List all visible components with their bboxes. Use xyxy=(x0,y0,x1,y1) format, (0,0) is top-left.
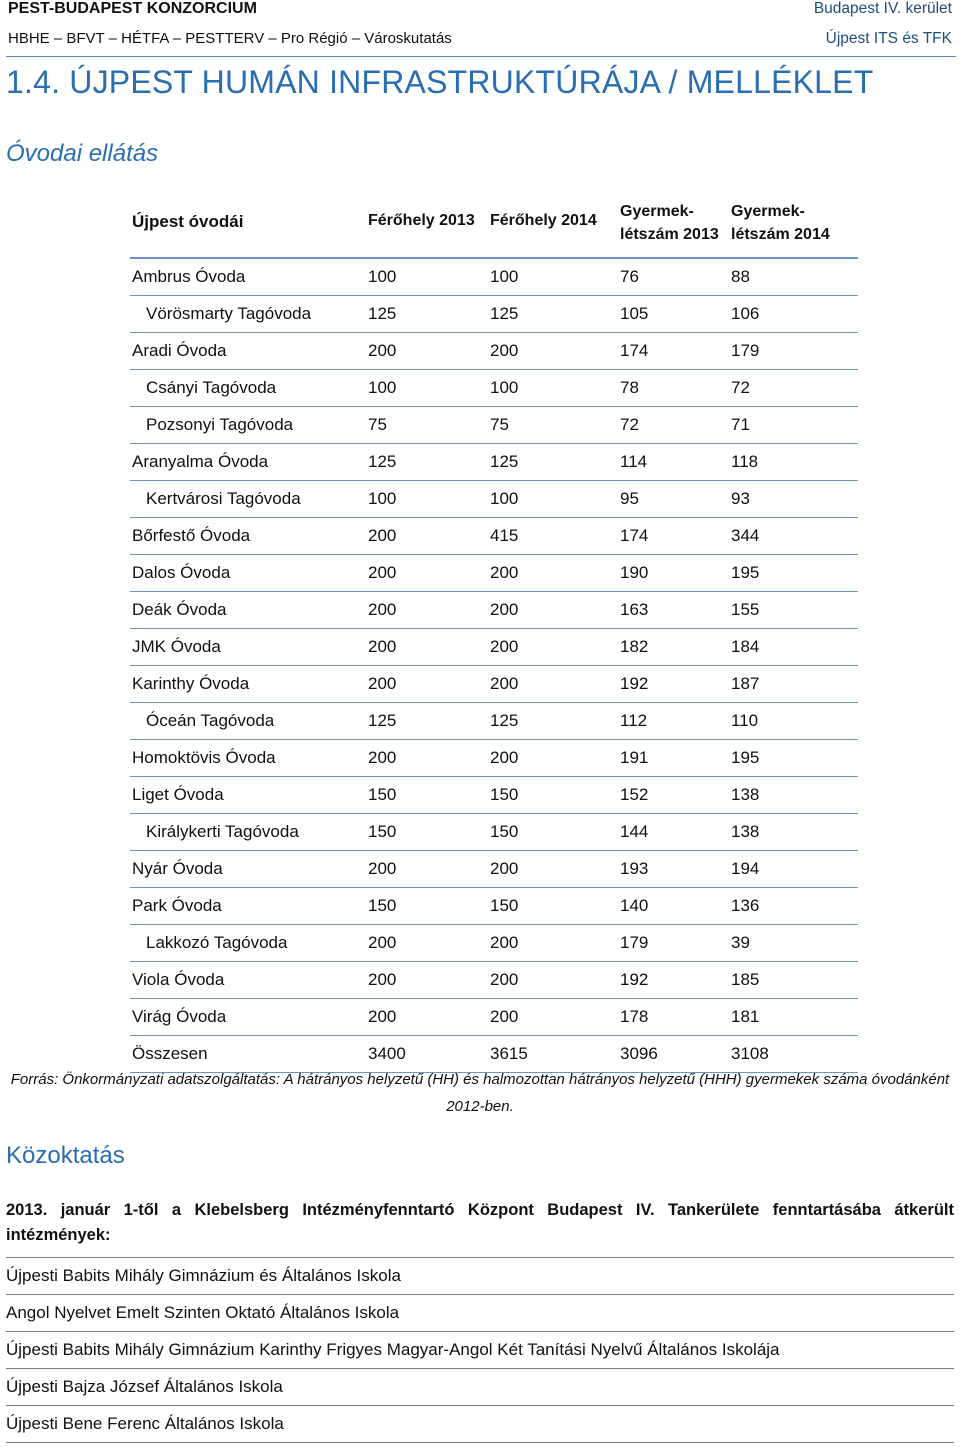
cell-children-2014: 344 xyxy=(731,526,760,545)
cell-capacity-2013: 150 xyxy=(368,785,397,804)
table-row xyxy=(130,259,858,296)
cell-name: Óceán Tagóvoda xyxy=(146,711,275,730)
table-row xyxy=(130,629,858,666)
cell-capacity-2013: 200 xyxy=(368,1007,397,1026)
header-divider xyxy=(6,56,956,57)
column-header-children-2013-line1: Gyermek- xyxy=(620,203,694,220)
table-source-note: Forrás: Önkormányzati adatszolgáltatás: A hátrányos helyzetű (HH) és halmozottan hátrányos helyzetű (HHH) gyermekek száma óvodánként 2012-ben. xyxy=(10,1071,950,1115)
cell-capacity-2013: 75 xyxy=(368,415,387,434)
cell-capacity-2014: 200 xyxy=(490,341,519,360)
cell-capacity-2013: 200 xyxy=(368,341,397,360)
cell-children-2014: 181 xyxy=(731,1007,760,1026)
cell-children-2013: 112 xyxy=(620,711,648,730)
cell-children-2013: 114 xyxy=(620,452,648,471)
cell-capacity-2014: 125 xyxy=(490,452,519,471)
cell-capacity-2013: 200 xyxy=(368,933,397,952)
cell-capacity-2013: 200 xyxy=(368,563,397,582)
cell-children-2014: 195 xyxy=(731,563,760,582)
cell-name: Csányi Tagóvoda xyxy=(146,378,277,397)
cell-children-2014: 195 xyxy=(731,748,760,767)
cell-capacity-2013: 200 xyxy=(368,600,397,619)
column-header-children-2013 xyxy=(620,200,719,246)
cell-children-2014: 136 xyxy=(731,896,760,915)
cell-name: Aradi Óvoda xyxy=(132,341,227,360)
column-header-capacity-2013: Férőhely 2013 xyxy=(368,212,475,229)
cell-capacity-2014: 75 xyxy=(490,415,509,434)
table-row xyxy=(130,555,858,592)
cell-children-2014: 93 xyxy=(731,489,750,508)
list-item: Újpesti Babits Mihály Gimnázium és Általános Iskola xyxy=(6,1257,954,1294)
header-document: Újpest ITS és TFK xyxy=(825,30,952,47)
cell-capacity-2014: 200 xyxy=(490,970,519,989)
column-header-name: Újpest óvodái xyxy=(132,212,244,231)
cell-children-2013: 191 xyxy=(620,748,649,767)
table-row xyxy=(130,407,858,444)
column-header-children-2013-line2: létszám 2013 xyxy=(620,226,719,243)
cell-name: Virág Óvoda xyxy=(132,1007,227,1026)
cell-capacity-2013: 200 xyxy=(368,859,397,878)
public-education-intro: 2013. január 1-től a Klebelsberg Intézményfenntartó Központ Budapest IV. Tankerülete fenntartásába átkerült intézmények: xyxy=(6,1201,954,1244)
cell-capacity-2013: 3400 xyxy=(368,1044,406,1063)
cell-capacity-2013: 100 xyxy=(368,267,397,286)
cell-children-2014: 187 xyxy=(731,674,760,693)
column-header-children-2014 xyxy=(731,200,830,246)
cell-children-2014: 106 xyxy=(731,304,760,323)
cell-capacity-2014: 125 xyxy=(490,711,519,730)
cell-capacity-2013: 200 xyxy=(368,637,397,656)
kindergarten-table xyxy=(130,198,858,1073)
table-row xyxy=(130,333,858,370)
table-row xyxy=(130,444,858,481)
cell-children-2013: 3096 xyxy=(620,1044,658,1063)
cell-name: Ambrus Óvoda xyxy=(132,267,246,286)
list-item: Újpesti Bajza József Általános Iskola xyxy=(6,1368,954,1405)
cell-capacity-2014: 125 xyxy=(490,304,519,323)
cell-capacity-2013: 125 xyxy=(368,711,397,730)
cell-children-2014: 72 xyxy=(731,378,750,397)
table-row xyxy=(130,851,858,888)
cell-capacity-2013: 200 xyxy=(368,674,397,693)
cell-name: Lakkozó Tagóvoda xyxy=(146,933,288,952)
cell-capacity-2014: 100 xyxy=(490,489,519,508)
cell-name: Dalos Óvoda xyxy=(132,563,231,582)
cell-children-2014: 179 xyxy=(731,341,760,360)
column-header-children-2014-line2: létszám 2014 xyxy=(731,226,830,243)
cell-children-2014: 184 xyxy=(731,637,760,656)
cell-children-2013: 144 xyxy=(620,822,649,841)
cell-name: Deák Óvoda xyxy=(132,600,227,619)
cell-name: Karinthy Óvoda xyxy=(132,674,250,693)
cell-capacity-2013: 200 xyxy=(368,970,397,989)
table-row xyxy=(130,962,858,999)
table-row xyxy=(130,518,858,555)
cell-children-2014: 118 xyxy=(731,452,759,471)
cell-children-2013: 174 xyxy=(620,526,649,545)
cell-capacity-2014: 150 xyxy=(490,822,519,841)
column-header-capacity-2014: Férőhely 2014 xyxy=(490,212,597,229)
header-partners: HBHE – BFVT – HÉTFA – PESTTERV – Pro Régió – Városkutatás xyxy=(8,30,452,47)
table-body xyxy=(130,259,858,1073)
table-row xyxy=(130,296,858,333)
cell-children-2014: 71 xyxy=(731,415,750,434)
cell-capacity-2013: 150 xyxy=(368,822,397,841)
cell-capacity-2013: 100 xyxy=(368,378,397,397)
cell-capacity-2014: 150 xyxy=(490,785,519,804)
table-row xyxy=(130,370,858,407)
header-org: PEST-BUDAPEST KONZORCIUM xyxy=(8,0,257,17)
header-district: Budapest IV. kerület xyxy=(813,0,952,17)
cell-children-2014: 88 xyxy=(731,267,750,286)
cell-children-2014: 155 xyxy=(731,600,760,619)
cell-name: Bőrfestő Óvoda xyxy=(132,526,251,545)
column-header-children-2014-line1: Gyermek- xyxy=(731,203,805,220)
table-row xyxy=(130,740,858,777)
cell-children-2014: 3108 xyxy=(731,1044,769,1063)
section-title-public-education: Közoktatás xyxy=(6,1142,125,1169)
table-row xyxy=(130,666,858,703)
cell-children-2013: 76 xyxy=(620,267,639,286)
table-row xyxy=(130,814,858,851)
cell-children-2014: 110 xyxy=(731,711,759,730)
cell-name: Homoktövis Óvoda xyxy=(132,748,276,767)
cell-name: JMK Óvoda xyxy=(132,637,221,656)
cell-children-2013: 95 xyxy=(620,489,639,508)
cell-capacity-2013: 125 xyxy=(368,452,397,471)
cell-name: Viola Óvoda xyxy=(132,970,225,989)
cell-children-2013: 78 xyxy=(620,378,639,397)
section-title-kindergarten: Óvodai ellátás xyxy=(6,140,159,167)
table-row xyxy=(130,777,858,814)
chapter-title: 1.4. ÚJPEST HUMÁN INFRASTRUKTÚRÁJA / MELLÉKLET xyxy=(6,64,874,100)
cell-name: Pozsonyi Tagóvoda xyxy=(146,415,294,434)
cell-children-2013: 190 xyxy=(620,563,649,582)
cell-capacity-2014: 200 xyxy=(490,933,519,952)
cell-children-2013: 192 xyxy=(620,970,649,989)
cell-children-2013: 174 xyxy=(620,341,649,360)
cell-children-2013: 105 xyxy=(620,304,649,323)
cell-children-2013: 72 xyxy=(620,415,639,434)
cell-name: Királykerti Tagóvoda xyxy=(146,822,299,841)
table-row xyxy=(130,481,858,518)
cell-capacity-2013: 200 xyxy=(368,748,397,767)
cell-capacity-2014: 415 xyxy=(490,526,519,545)
cell-name: Vörösmarty Tagóvoda xyxy=(146,304,312,323)
cell-children-2013: 192 xyxy=(620,674,649,693)
cell-capacity-2014: 200 xyxy=(490,748,519,767)
cell-name: Nyár Óvoda xyxy=(132,859,223,878)
table-row xyxy=(130,592,858,629)
cell-children-2013: 140 xyxy=(620,896,649,915)
cell-capacity-2013: 200 xyxy=(368,526,397,545)
table-row xyxy=(130,925,858,962)
cell-children-2014: 39 xyxy=(731,933,750,952)
cell-capacity-2014: 150 xyxy=(490,896,519,915)
cell-children-2014: 194 xyxy=(731,859,760,878)
cell-capacity-2014: 100 xyxy=(490,378,519,397)
cell-capacity-2014: 200 xyxy=(490,600,519,619)
list-item: Angol Nyelvet Emelt Szinten Oktató Általános Iskola xyxy=(6,1294,954,1331)
cell-children-2014: 138 xyxy=(731,785,760,804)
cell-name: Kertvárosi Tagóvoda xyxy=(146,489,301,508)
cell-children-2013: 193 xyxy=(620,859,649,878)
cell-capacity-2014: 200 xyxy=(490,563,519,582)
cell-children-2013: 182 xyxy=(620,637,649,656)
cell-name: Park Óvoda xyxy=(132,896,222,915)
cell-name: Aranyalma Óvoda xyxy=(132,452,269,471)
cell-children-2013: 179 xyxy=(620,933,649,952)
cell-capacity-2014: 200 xyxy=(490,637,519,656)
cell-capacity-2013: 100 xyxy=(368,489,397,508)
table-row xyxy=(130,703,858,740)
cell-capacity-2014: 200 xyxy=(490,1007,519,1026)
cell-name: Összesen xyxy=(132,1044,208,1063)
cell-children-2013: 178 xyxy=(620,1007,649,1026)
school-list xyxy=(6,1257,954,1443)
cell-children-2013: 152 xyxy=(620,785,649,804)
cell-capacity-2013: 125 xyxy=(368,304,397,323)
cell-children-2013: 163 xyxy=(620,600,649,619)
table-row xyxy=(130,999,858,1036)
table-header xyxy=(130,198,858,259)
cell-capacity-2014: 100 xyxy=(490,267,519,286)
cell-children-2014: 138 xyxy=(731,822,760,841)
list-item: Újpesti Bene Ferenc Általános Iskola xyxy=(6,1405,954,1443)
cell-capacity-2014: 3615 xyxy=(490,1044,528,1063)
cell-name: Liget Óvoda xyxy=(132,785,224,804)
table-row xyxy=(130,888,858,925)
cell-capacity-2013: 150 xyxy=(368,896,397,915)
cell-capacity-2014: 200 xyxy=(490,859,519,878)
cell-capacity-2014: 200 xyxy=(490,674,519,693)
cell-children-2014: 185 xyxy=(731,970,760,989)
list-item: Újpesti Babits Mihály Gimnázium Karinthy Frigyes Magyar-Angol Két Tanítási Nyelvű Általános Iskolája xyxy=(6,1331,954,1368)
